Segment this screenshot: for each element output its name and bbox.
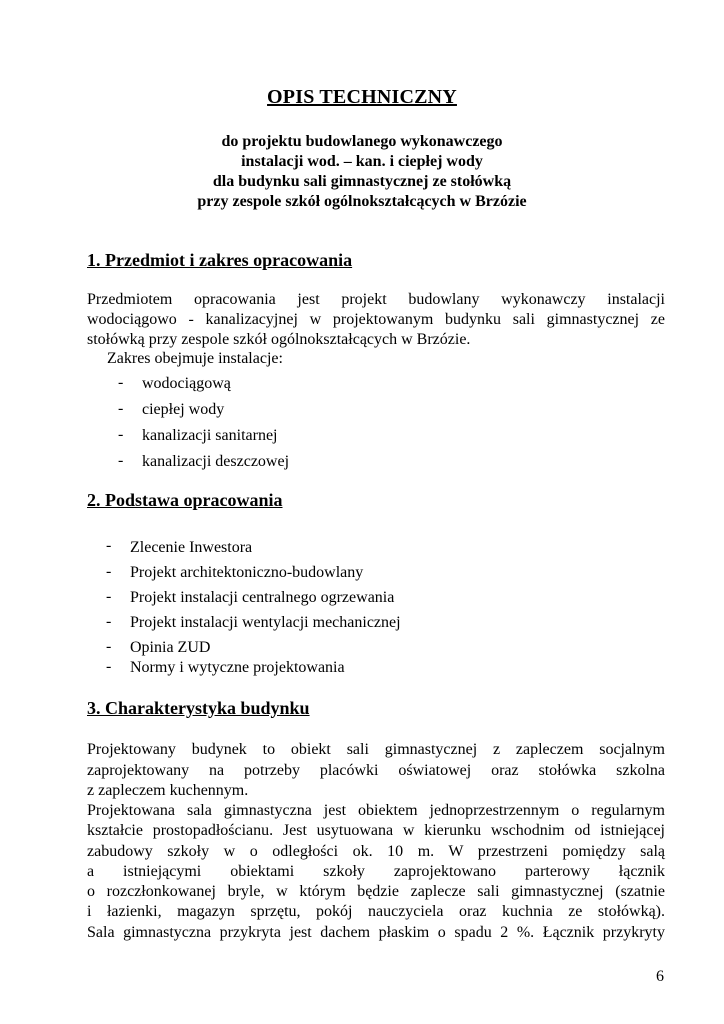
list-bullet: - [106,613,112,630]
list-bullet: - [106,658,112,675]
paragraph-line: Sala gimnastyczna przykryta jest dachem płaskim o spadu 2 %. Łącznik przykryty [87,924,665,941]
section-1-heading: 1. Przedmiot i zakres opracowania [87,250,353,270]
subtitle-line: do projektu budowlanego wykonawczego [221,133,503,150]
scope-item: wodociągową [142,375,231,392]
basis-item: Projekt instalacji centralnego ogrzewania [130,589,395,606]
paragraph-line: wodociągowo - kanalizacyjnej w projektowanym budynku sali gimnastycznej ze [87,311,665,328]
paragraph-line: Przedmiotem opracowania jest projekt budowlany wykonawczy instalacji [87,291,665,308]
basis-item: Normy i wytyczne projektowania [130,659,345,676]
section-1-paragraph [87,290,665,350]
subtitle-line: dla budynku sali gimnastycznej ze stołówką [212,173,512,190]
paragraph-line: Projektowany budynek to obiekt sali gimnastycznej z zapleczem socjalnym [87,741,665,758]
scope-item: ciepłej wody [142,401,225,418]
basis-item: Projekt architektoniczno-budowlany [130,564,364,581]
list-bullet: - [118,426,124,443]
list-bullet: - [106,537,112,554]
paragraph-line: stołówką przy zespole szkół ogólnokształcących w Brzózie. [87,331,471,348]
paragraph-line: o rozczłonkowanej bryle, w którym będzie zaplecze sali gimnastycznej (szatnie [87,883,665,900]
paragraph-line: Projektowana sala gimnastyczna jest obiektem jednoprzestrzennym o regularnym [87,802,665,819]
paragraph-line: zaprojektowany na potrzeby placówki oświatowej oraz stołówka szkolna [87,762,665,779]
section-2-heading: 2. Podstawa opracowania [87,490,283,510]
document-title: OPIS TECHNICZNY [267,86,457,108]
paragraph-line: kształcie prostopadłościanu. Jest usytuowana w kierunku wschodnim od istniejącej [87,822,665,839]
paragraph-line: z zapleczem kuchennym. [87,782,249,799]
document-subtitle [0,132,724,212]
basis-item: Projekt instalacji wentylacji mechanicznej [130,614,401,631]
list-bullet: - [118,400,124,417]
paragraph-line: a istniejącymi obiektami szkoły zaprojektowano parterowy łącznik [87,863,665,880]
paragraph-line: zabudowy szkoły w o odległości ok. 10 m. W przestrzeni pomiędzy salą [87,843,665,860]
list-bullet: - [106,588,112,605]
basis-item: Zlecenie Inwestora [130,539,253,556]
scope-item: kanalizacji deszczowej [142,453,290,470]
list-bullet: - [118,374,124,391]
list-bullet: - [106,563,112,580]
list-bullet: - [106,638,112,655]
scope-intro: Zakres obejmuje instalacje: [107,350,283,367]
section-3-heading: 3. Charakterystyka budynku [87,698,310,718]
page-number: 6 [656,968,664,985]
basis-item: Opinia ZUD [130,639,211,656]
paragraph-line: i łazienki, magazyn sprzętu, pokój nauczyciela oraz kuchnia ze stołówką). [87,903,665,920]
subtitle-line: instalacji wod. – kan. i ciepłej wody [241,153,483,170]
scope-item: kanalizacji sanitarnej [142,427,278,444]
list-bullet: - [118,452,124,469]
subtitle-line: przy zespole szkół ogólnokształcących w Brzózie [197,193,527,210]
